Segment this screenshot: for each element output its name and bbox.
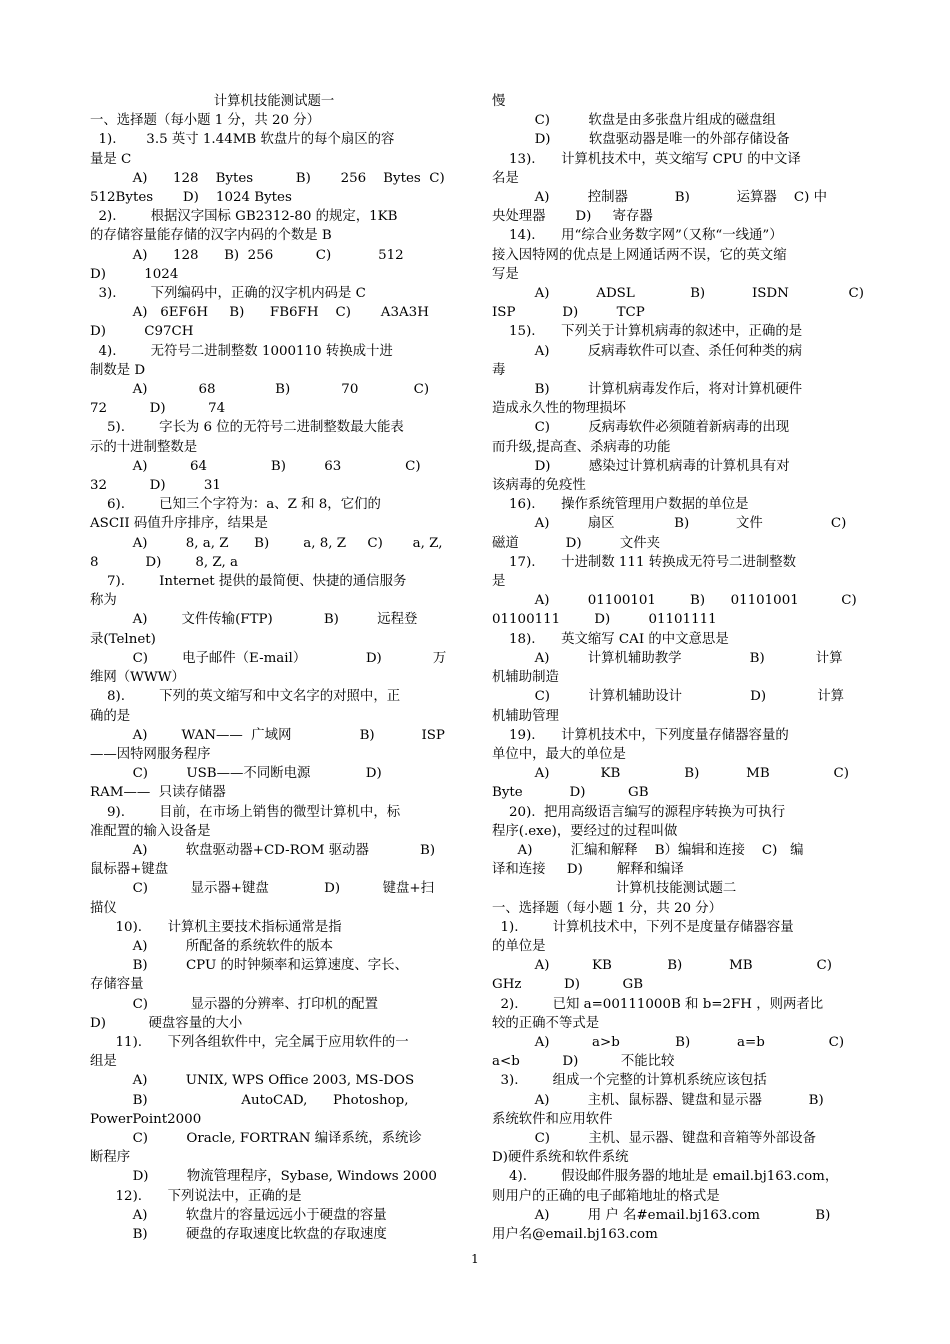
text-line: 7). Internet 提供的最简便、快捷的通信服务 <box>90 574 407 590</box>
text-line: 2). 根据汉字国标 GB2312-80 的规定，1KB <box>90 209 398 225</box>
left-column <box>90 92 458 1244</box>
text-line: 01100111 D) 01101111 <box>492 612 717 628</box>
text-line: A) 64 B) 63 C) <box>90 458 421 474</box>
text-line: 名是 <box>492 170 519 186</box>
text-line: GHz D) GB <box>492 977 644 993</box>
text-line: 制数是 D <box>90 362 146 378</box>
text-line: C) 计算机辅助设计 D) 计算 <box>492 689 845 705</box>
text-line: 是 <box>492 574 506 590</box>
text-line: 系统软件和应用软件 <box>492 1111 613 1127</box>
text-line: 20). 把用高级语言编写的源程序转换为可执行 <box>492 804 786 820</box>
text-line: C) 显示器的分辨率、打印机的配置 <box>90 996 379 1012</box>
text-line: A) 扇区 B) 文件 C) <box>492 516 847 532</box>
text-line: Byte D) GB <box>492 785 649 801</box>
text-line: A) WAN—— 广域网 B) ISP <box>90 727 445 743</box>
text-line: A) 汇编和解释 B）编辑和连接 C) 编 <box>492 842 804 858</box>
text-line: A) 反病毒软件可以查、杀任何种类的病 <box>492 343 803 359</box>
text-line: 确的是 <box>90 708 131 724</box>
text-line: 磁道 D) 文件夹 <box>492 535 661 551</box>
text-line: A) KB B) MB C) <box>492 958 832 974</box>
text-line: D) 1024 <box>90 266 179 282</box>
text-line: 央处理器 D) 寄存器 <box>492 209 653 225</box>
text-line: 写是 <box>492 266 519 282</box>
text-line: C) 电子邮件（E-mail） D) 万 <box>90 650 447 666</box>
text-line: 程序(.exe)，要经过的过程叫做 <box>492 823 678 839</box>
text-line: 12). 下列说法中，正确的是 <box>90 1188 302 1204</box>
text-line: A) a>b B) a=b C) <box>492 1034 845 1050</box>
text-line: A) 8, a, Z B) a, 8, Z C) a, Z, <box>90 535 443 551</box>
text-line: 该病毒的免疫性 <box>492 478 586 494</box>
text-line: 512Bytes D) 1024 Bytes <box>90 190 292 206</box>
text-line: 毒 <box>492 362 506 378</box>
text-line: 9). 目前，在市场上销售的微型计算机中，标 <box>90 804 401 820</box>
text-line: ——因特网服务程序 <box>90 746 211 762</box>
text-line: 一、选择题（每小题 1 分，共 20 分） <box>90 113 321 129</box>
text-line: 单位中，最大的单位是 <box>492 746 626 762</box>
text-line: 用户名@email.bj163.com <box>492 1226 658 1242</box>
text-line: 8 D) 8, Z, a <box>90 554 238 570</box>
text-line: 录(Telnet) <box>90 631 156 647</box>
text-line: 量是 C <box>90 151 132 167</box>
text-line: 示的十进制整数是 <box>90 439 198 455</box>
page-number: 1 <box>471 1252 479 1266</box>
text-line: B) 硬盘的存取速度比软盘的存取速度 <box>90 1226 387 1242</box>
text-line: 4). 假设邮件服务器的地址是 email.bj163.com， <box>492 1169 839 1185</box>
text-line: 机辅助制造 <box>492 670 559 686</box>
text-line: A) 6EF6H B) FB6FH C) A3A3H <box>90 305 429 321</box>
text-line: 维网（WWW） <box>90 670 185 686</box>
text-line: 造成永久性的物理损坏 <box>492 401 626 417</box>
text-line: 32 D) 31 <box>90 478 221 494</box>
text-line: ISP D) TCP <box>492 305 645 321</box>
text-line: D) C97CH <box>90 324 194 340</box>
text-line: A) 用 户 名#email.bj163.com B) <box>492 1207 831 1223</box>
text-line: A) 128 B) 256 C) 512 <box>90 247 404 263</box>
text-line: D) 感染过计算机病毒的计算机具有对 <box>492 458 790 474</box>
text-line: 14). 用“综合业务数字网”（又称“一线通”） <box>492 228 783 244</box>
text-line: a<b D) 不能比较 <box>492 1054 675 1070</box>
text-line: 72 D) 74 <box>90 401 226 417</box>
text-line: 的单位是 <box>492 938 546 954</box>
text-line: 13). 计算机技术中，英文缩写 CPU 的中文译 <box>492 151 801 167</box>
text-line: 则用户的正确的电子邮箱地址的格式是 <box>492 1188 720 1204</box>
text-line: A) 01100101 B) 01101001 C) <box>492 593 857 609</box>
text-line: A) 文件传输(FTP) B) 远程登 <box>90 612 418 628</box>
text-line: 的存储容量能存储的汉字内码的个数是 B <box>90 228 332 244</box>
text-line: 较的正确不等式是 <box>492 1015 600 1031</box>
text-line: ASCII 码值升序排序，结果是 <box>90 516 268 532</box>
text-line: 5). 字长为 6 位的无符号二进制整数最大能表 <box>90 420 404 436</box>
text-line: A) 计算机辅助教学 B) 计算 <box>492 650 843 666</box>
text-line: C) 显示器+键盘 D) 键盘+扫 <box>90 881 435 897</box>
text-line: D) 物流管理程序，Sybase, Windows 2000 <box>90 1169 437 1185</box>
text-line: A) 所配备的系统软件的版本 <box>90 938 334 954</box>
text-line: 称为 <box>90 593 117 609</box>
text-line: D) 硬盘容量的大小 <box>90 1015 243 1031</box>
text-line: 而升级,提高查、杀病毒的功能 <box>492 439 671 455</box>
text-line: C) 反病毒软件必须随着新病毒的出现 <box>492 420 790 436</box>
text-line: C) 软盘是由多张盘片组成的磁盘组 <box>492 113 776 129</box>
text-line: 组是 <box>90 1054 117 1070</box>
text-line: 慢 <box>492 94 506 109</box>
text-line: A) 68 B) 70 C) <box>90 382 430 398</box>
text-line: 16). 操作系统管理用户数据的单位是 <box>492 497 749 513</box>
text-line: 存储容量 <box>90 977 144 993</box>
text-line: A) UNIX, WPS Office 2003, MS-DOS <box>90 1073 415 1089</box>
text-line: B) CPU 的时钟频率和运算速度、字长、 <box>90 958 408 974</box>
text-line: C) 主机、显示器、键盘和音箱等外部设备 <box>492 1130 816 1146</box>
text-line: A) 控制器 B) 运算器 C) 中 <box>492 190 827 206</box>
text-line: 10). 计算机主要技术指标通常是指 <box>90 919 342 935</box>
section-title: 计算机技能测试题二 <box>615 881 737 897</box>
text-line: 18). 英文缩写 CAI 的中文意思是 <box>492 631 729 647</box>
text-line: 一、选择题（每小题 1 分，共 20 分） <box>492 900 723 916</box>
text-line: 3). 下列编码中，正确的汉字机内码是 C <box>90 286 366 302</box>
text-line: 1). 计算机技术中，下列不是度量存储器容量 <box>492 919 794 935</box>
section-title: 计算机技能测试题一 <box>213 94 335 109</box>
text-line: A) KB B) MB C) <box>492 766 849 782</box>
text-line: 2). 已知 a=00111000B 和 b=2FH ，则两者比 <box>492 996 824 1012</box>
text-line: 15). 下列关于计算机病毒的叙述中，正确的是 <box>492 324 803 340</box>
text-line: RAM—— 只读存储器 <box>90 785 226 801</box>
text-line: D) 软盘驱动器是唯一的外部存储设备 <box>492 132 790 148</box>
text-line: 机辅助管理 <box>492 708 559 724</box>
text-line: 11). 下列各组软件中，完全属于应用软件的一 <box>90 1034 409 1050</box>
text-line: 4). 无符号二进制整数 1000110 转换成十进 <box>90 343 393 359</box>
text-line: 译和连接 D) 解释和编译 <box>492 862 684 878</box>
text-line: C) Oracle, FORTRAN 编译系统，系统诊 <box>90 1130 422 1146</box>
text-line: 3). 组成一个完整的计算机系统应该包括 <box>492 1073 767 1089</box>
text-line: 1). 3.5 英寸 1.44MB 软盘片的每个扇区的容 <box>90 132 395 148</box>
text-line: C) USB——不同断电源 D) <box>90 766 382 782</box>
right-column <box>492 92 864 1244</box>
text-line: 鼠标器+键盘 <box>90 862 169 878</box>
text-line: 断程序 <box>90 1150 131 1166</box>
text-line: PowerPoint2000 <box>90 1111 202 1127</box>
text-line: 描仪 <box>90 900 117 916</box>
text-line: D)硬件系统和软件系统 <box>492 1150 629 1166</box>
text-line: A) 软盘片的容量远远小于硬盘的容量 <box>90 1207 387 1223</box>
text-line: 接入因特网的优点是上网通话两不误，它的英文缩 <box>492 247 787 263</box>
text-line: A) 软盘驱动器+CD-ROM 驱动器 B) <box>90 842 436 858</box>
text-line: A) 128 Bytes B) 256 Bytes C) <box>90 170 445 186</box>
text-line: 准配置的输入设备是 <box>90 823 211 839</box>
text-line: 19). 计算机技术中，下列度量存储器容量的 <box>492 727 789 743</box>
text-line: A) 主机、鼠标器、键盘和显示器 B) <box>492 1092 824 1108</box>
text-line: 8). 下列的英文缩写和中文名字的对照中，正 <box>90 689 401 705</box>
text-line: B) 计算机病毒发作后，将对计算机硬件 <box>492 382 803 398</box>
text-line: 6). 已知三个字符为：a、Z 和 8，它们的 <box>90 497 381 513</box>
text-line: B) AutoCAD, Photoshop, <box>90 1092 409 1108</box>
text-line: A) ADSL B) ISDN C) <box>492 286 864 302</box>
text-line: 17). 十进制数 111 转换成无符号二进制整数 <box>492 554 797 570</box>
